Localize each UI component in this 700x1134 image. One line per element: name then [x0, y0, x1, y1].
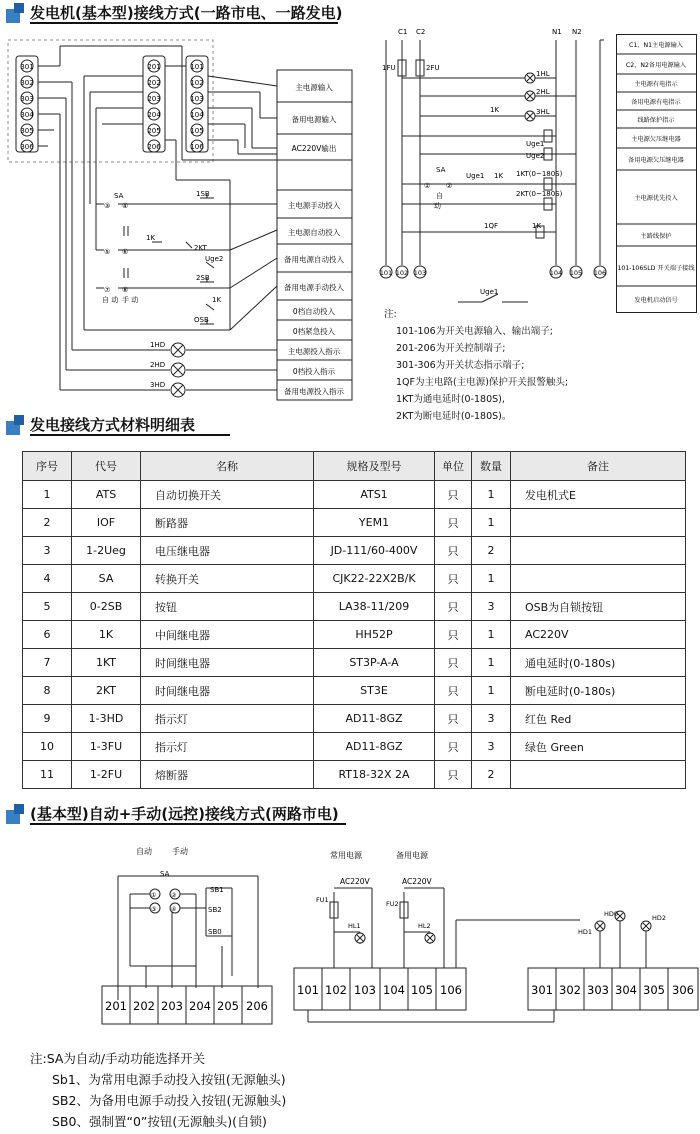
- table-cell: 按钮: [141, 593, 314, 621]
- table-cell: 只: [435, 509, 472, 537]
- table-cell: 2KT: [72, 677, 141, 705]
- contact-label: ④: [122, 202, 129, 210]
- table-row: [23, 677, 686, 705]
- box-label: 主电源有电指示: [634, 81, 678, 88]
- terminal-label: 105: [569, 269, 583, 277]
- contact-label: ④: [171, 906, 177, 913]
- table-cell: 转换开关: [141, 565, 314, 593]
- table-cell: 指示灯: [141, 733, 314, 761]
- table-row: [23, 481, 686, 509]
- table-cell: ATS1: [314, 481, 435, 509]
- fuse-label: FU1: [316, 896, 329, 904]
- terminal-label: 301: [531, 983, 553, 997]
- column-header: 数量: [472, 452, 511, 481]
- table-cell: 发电机式E: [511, 481, 686, 509]
- box-label: 主电源优先投入: [634, 195, 678, 202]
- component-label: Uge1: [480, 288, 499, 296]
- terminal-label: 201: [147, 63, 161, 71]
- table-cell: AD11-8GZ: [314, 733, 435, 761]
- table-cell: 只: [435, 565, 472, 593]
- table-cell: AC220V: [511, 621, 686, 649]
- table-cell: 1: [472, 677, 511, 705]
- table-cell: 3: [472, 593, 511, 621]
- table-cell: [511, 509, 686, 537]
- column-header: 单位: [435, 452, 472, 481]
- lamp-label: 2HL: [536, 88, 550, 96]
- table-cell: AD11-8GZ: [314, 705, 435, 733]
- column-label: N2: [572, 28, 582, 36]
- box-label: 备用电源输入: [291, 115, 337, 124]
- table-cell: 时间继电器: [141, 649, 314, 677]
- contact-label: ⑧: [122, 286, 129, 294]
- table-cell: SA: [72, 565, 141, 593]
- terminal-label: 302: [559, 983, 581, 997]
- table-row: [23, 705, 686, 733]
- terminal-label: 106: [440, 983, 462, 997]
- mode-auto-label: 自动: [136, 847, 152, 856]
- lamp-label: 2HD: [150, 361, 166, 369]
- table-cell: 9: [23, 705, 72, 733]
- table-cell: 只: [435, 621, 472, 649]
- table-cell: 2: [23, 509, 72, 537]
- table-cell: 断路器: [141, 509, 314, 537]
- note-line: 1QF为主电路(主电源)保护开关报警触头;: [396, 377, 569, 388]
- section3-notes: [30, 1048, 286, 1132]
- table-cell: 3: [472, 733, 511, 761]
- table-cell: [511, 537, 686, 565]
- contact-label: ⑤: [104, 248, 111, 256]
- column-header: 名称: [141, 452, 314, 481]
- terminal-label: 104: [190, 111, 204, 119]
- terminal-label: 105: [190, 127, 204, 135]
- column-header: 规格及型号: [314, 452, 435, 481]
- box-label: 0档投入指示: [292, 367, 336, 376]
- terminal-label: 104: [383, 983, 405, 997]
- box-label: 主电源欠压继电器: [631, 136, 681, 143]
- terminal-label: 101: [379, 269, 393, 277]
- component-label: 2SB: [196, 274, 210, 282]
- table-cell: 3: [472, 705, 511, 733]
- table-cell: LA38-11/209: [314, 593, 435, 621]
- table-cell: 11: [23, 761, 72, 789]
- box-label: 备用电源手动投入: [284, 283, 344, 292]
- terminal-label: 103: [190, 95, 204, 103]
- terminal-label: 202: [133, 999, 155, 1013]
- table-cell: 6: [23, 621, 72, 649]
- table-cell: ATS: [72, 481, 141, 509]
- table-cell: 2: [472, 761, 511, 789]
- lamp-label: HL1: [348, 922, 361, 930]
- section1-notes: [384, 306, 568, 425]
- table-cell: 只: [435, 761, 472, 789]
- right-box-column: [616, 34, 698, 314]
- box-label: 主路线保护: [640, 233, 672, 240]
- terminal-label: 105: [411, 983, 433, 997]
- section2-header: [0, 412, 700, 440]
- table-cell: 10: [23, 733, 72, 761]
- table-cell: 时间继电器: [141, 677, 314, 705]
- terminal-label: 102: [325, 983, 347, 997]
- table-cell: ST3E: [314, 677, 435, 705]
- terminal-label: 304: [20, 111, 34, 119]
- note-line: 注:SA为自动/手动功能选择开关: [30, 1051, 206, 1066]
- component-label: 1K: [494, 172, 504, 180]
- table-cell: 1: [472, 649, 511, 677]
- column-label: N1: [552, 28, 562, 36]
- box-label: 发电机启动信号: [634, 297, 678, 304]
- mode-manual-label: 手 动: [122, 296, 139, 304]
- remote-wiring-diagram: [0, 836, 700, 1046]
- column-label: C1: [398, 28, 408, 36]
- terminal-label: 301: [20, 63, 34, 71]
- table-cell: 电压继电器: [141, 537, 314, 565]
- uge1-symbol: [458, 288, 538, 308]
- lamp-label: 3HL: [536, 108, 550, 116]
- box-label: C1、N1主电源输入: [629, 42, 683, 49]
- terminal-label: 104: [549, 269, 563, 277]
- table-cell: 1: [472, 509, 511, 537]
- lamp-label: 3HD: [150, 381, 166, 389]
- section1-title: 发电机(基本型)接线方式(一路市电、一路发电): [30, 4, 343, 22]
- component-label: 自: [436, 192, 443, 200]
- table-cell: 只: [435, 733, 472, 761]
- voltage-label: AC220V: [340, 877, 370, 886]
- terminal-label: 201: [105, 999, 127, 1013]
- note-line: 101-106为开关电源输入、输出端子;: [396, 326, 553, 337]
- materials-table: [22, 451, 686, 789]
- terminal-label: 206: [147, 143, 161, 151]
- box-label: 主电源投入指示: [287, 347, 341, 356]
- component-label: 1SB: [196, 190, 210, 198]
- box-label: 101-106SLD 开关端子接线: [617, 265, 695, 272]
- table-cell: 通电延时(0-180s): [511, 649, 686, 677]
- section3-header: [0, 801, 700, 829]
- component-label: 1FU: [382, 64, 396, 72]
- column-header: 备注: [511, 452, 686, 481]
- supply-label: 常用电源: [330, 851, 362, 860]
- table-cell: 1-3HD: [72, 705, 141, 733]
- terminal-label: 102: [395, 269, 409, 277]
- terminal-label: 306: [20, 143, 34, 151]
- table-row: [23, 565, 686, 593]
- section-bullet-icon: [14, 3, 24, 13]
- table-cell: 8: [23, 677, 72, 705]
- box-label: 0档自动投入: [292, 307, 336, 316]
- lamp-label: 1HD: [150, 341, 166, 349]
- table-header-row: [23, 452, 686, 481]
- box-label: 备用电源欠压继电器: [628, 157, 684, 164]
- table-cell: [511, 565, 686, 593]
- box-label: 备用电源投入指示: [284, 387, 344, 396]
- component-label: Uge1: [466, 172, 485, 180]
- table-cell: 只: [435, 481, 472, 509]
- terminal-label: 303: [20, 95, 34, 103]
- box-label: 主电源手动投入: [287, 201, 341, 210]
- contact-label: ③: [151, 906, 157, 913]
- table-cell: 自动切换开关: [141, 481, 314, 509]
- component-label: 动: [434, 202, 441, 210]
- button-label: SB1: [210, 886, 224, 894]
- box-label: 主电源自动投入: [287, 228, 341, 237]
- section2-title: 发电接线方式材料明细表: [30, 416, 196, 434]
- note-line: 201-206为开关控制端子;: [396, 343, 506, 354]
- terminal-label: 103: [354, 983, 376, 997]
- component-label: 1KT(0~180S): [516, 170, 563, 178]
- component-label: 2FU: [426, 64, 440, 72]
- title-underline: [30, 434, 230, 436]
- lamp-label: HD2: [652, 914, 667, 922]
- column-header: 序号: [23, 452, 72, 481]
- table-cell: 只: [435, 677, 472, 705]
- table-cell: CJK22-22X2B/K: [314, 565, 435, 593]
- terminal-label: 103: [413, 269, 427, 277]
- left-wiring-diagram: [0, 30, 360, 410]
- box-label: AC220V输出: [291, 144, 337, 153]
- table-cell: 1: [472, 621, 511, 649]
- column-header: 代号: [72, 452, 141, 481]
- lamp-label: HD1: [578, 928, 593, 936]
- lamp-label: 1HL: [536, 70, 550, 78]
- component-label: SA: [436, 166, 446, 174]
- table-row: [23, 593, 686, 621]
- table-cell: JD-111/60-400V: [314, 537, 435, 565]
- terminal-label: 205: [147, 127, 161, 135]
- title-underline: [30, 22, 338, 24]
- table-cell: 断电延时(0-180s): [511, 677, 686, 705]
- sa-label: SA: [160, 870, 170, 878]
- table-cell: 4: [23, 565, 72, 593]
- table-cell: 1KT: [72, 649, 141, 677]
- table-cell: 1-2Ueg: [72, 537, 141, 565]
- table-row: [23, 537, 686, 565]
- notes-head: 注:: [384, 309, 397, 320]
- table-cell: 1-3FU: [72, 733, 141, 761]
- note-line: SB0、强制置“0”按钮(无源触头)(自锁): [52, 1114, 267, 1129]
- table-cell: 2: [472, 537, 511, 565]
- box-label: 备用电源自动投入: [284, 255, 344, 264]
- box-label: 主电源输入: [295, 83, 333, 92]
- table-cell: 中间继电器: [141, 621, 314, 649]
- sa-label: SA: [114, 192, 124, 200]
- box-label: C2、N2备用电源输入: [625, 62, 687, 69]
- contact-label: ②: [446, 182, 453, 190]
- terminal-label: 303: [587, 983, 609, 997]
- terminal-label: 302: [20, 79, 34, 87]
- component-label: 1K: [146, 234, 156, 242]
- component-label: 1K: [212, 296, 222, 304]
- terminal-label: 101: [297, 983, 319, 997]
- table-row: [23, 621, 686, 649]
- terminal-label: 304: [615, 983, 637, 997]
- terminal-label: 106: [593, 269, 607, 277]
- table-cell: 1: [472, 481, 511, 509]
- contact-label: ①: [151, 892, 157, 899]
- table-cell: 只: [435, 705, 472, 733]
- component-label: Uge1: [526, 140, 545, 148]
- component-label: Uge2: [526, 152, 545, 160]
- terminal-label: 305: [20, 127, 34, 135]
- section-bullet-icon: [14, 804, 24, 814]
- terminal-label: 203: [161, 999, 183, 1013]
- note-line: SB2、为备用电源手动投入按钮(无源触头): [52, 1093, 287, 1108]
- table-cell: 绿色 Green: [511, 733, 686, 761]
- note-line: Sb1、为常用电源手动投入按钮(无源触头): [52, 1072, 286, 1087]
- table-cell: HH52P: [314, 621, 435, 649]
- contact-label: ②: [171, 892, 177, 899]
- table-cell: 只: [435, 649, 472, 677]
- note-line: 1KT为通电延时(0-180S),: [396, 394, 505, 405]
- terminal-label: 101: [190, 63, 204, 71]
- component-label: Uge2: [205, 255, 224, 263]
- voltage-label: AC220V: [402, 877, 432, 886]
- button-label: SB2: [208, 906, 222, 914]
- terminal-label: 305: [643, 983, 665, 997]
- note-line: 301-306为开关状态指示端子;: [396, 360, 525, 371]
- terminal-label: 204: [147, 111, 161, 119]
- table-cell: RT18-32X 2A: [314, 761, 435, 789]
- table-cell: YEM1: [314, 509, 435, 537]
- section-bullet-icon: [14, 415, 24, 425]
- terminal-label: 102: [190, 79, 204, 87]
- terminal-label: 203: [147, 95, 161, 103]
- table-cell: 只: [435, 537, 472, 565]
- table-cell: 7: [23, 649, 72, 677]
- mode-manual-label: 手动: [172, 847, 188, 856]
- contact-label: ⑥: [122, 248, 129, 256]
- table-cell: [511, 761, 686, 789]
- component-label: 1K: [490, 106, 500, 114]
- contact-label: ⑦: [104, 286, 111, 294]
- box-label: 线路保护指示: [637, 117, 675, 124]
- terminal-label: 306: [672, 983, 694, 997]
- mode-auto-label: 自 动: [102, 296, 119, 304]
- table-cell: 3: [23, 537, 72, 565]
- table-cell: 1K: [72, 621, 141, 649]
- table-row: [23, 761, 686, 789]
- component-label: 2KT(0~180S): [516, 190, 563, 198]
- contact-label: ③: [104, 202, 111, 210]
- table-cell: 只: [435, 593, 472, 621]
- note-line: 2KT为断电延时(0-180S)。: [396, 411, 512, 422]
- component-label: OSB: [194, 316, 209, 324]
- terminal-label: 106: [190, 143, 204, 151]
- table-cell: OSB为自锁按钮: [511, 593, 686, 621]
- component-label: 2KT: [194, 244, 207, 252]
- table-cell: ST3P-A-A: [314, 649, 435, 677]
- supply-label: 备用电源: [396, 851, 428, 860]
- title-underline: [30, 823, 346, 825]
- table-cell: 1-2FU: [72, 761, 141, 789]
- terminal-label: 206: [246, 999, 268, 1013]
- table-cell: 1: [472, 565, 511, 593]
- table-cell: 熔断器: [141, 761, 314, 789]
- table-cell: IOF: [72, 509, 141, 537]
- button-label: SB0: [208, 928, 222, 936]
- fuse-label: FU2: [386, 900, 399, 908]
- table-cell: 红色 Red: [511, 705, 686, 733]
- table-row: [23, 733, 686, 761]
- terminal-label: 204: [189, 999, 211, 1013]
- table-row: [23, 509, 686, 537]
- lamp-label: HD0: [604, 910, 619, 918]
- section3-title: (基本型)自动+手动(远控)接线方式(两路市电): [30, 805, 339, 823]
- contact-label: ①: [424, 182, 431, 190]
- component-label: 1QF: [484, 222, 498, 230]
- box-label: 备用电源有电指示: [631, 99, 681, 106]
- table-row: [23, 649, 686, 677]
- table-cell: 5: [23, 593, 72, 621]
- component-label: 1K: [532, 222, 542, 230]
- lamp-label: HL2: [418, 922, 431, 930]
- terminal-label: 205: [217, 999, 239, 1013]
- column-label: C2: [416, 28, 426, 36]
- table-cell: 1: [23, 481, 72, 509]
- box-label: 0档紧急投入: [292, 327, 336, 336]
- table-cell: 指示灯: [141, 705, 314, 733]
- terminal-label: 202: [147, 79, 161, 87]
- table-cell: 0-2SB: [72, 593, 141, 621]
